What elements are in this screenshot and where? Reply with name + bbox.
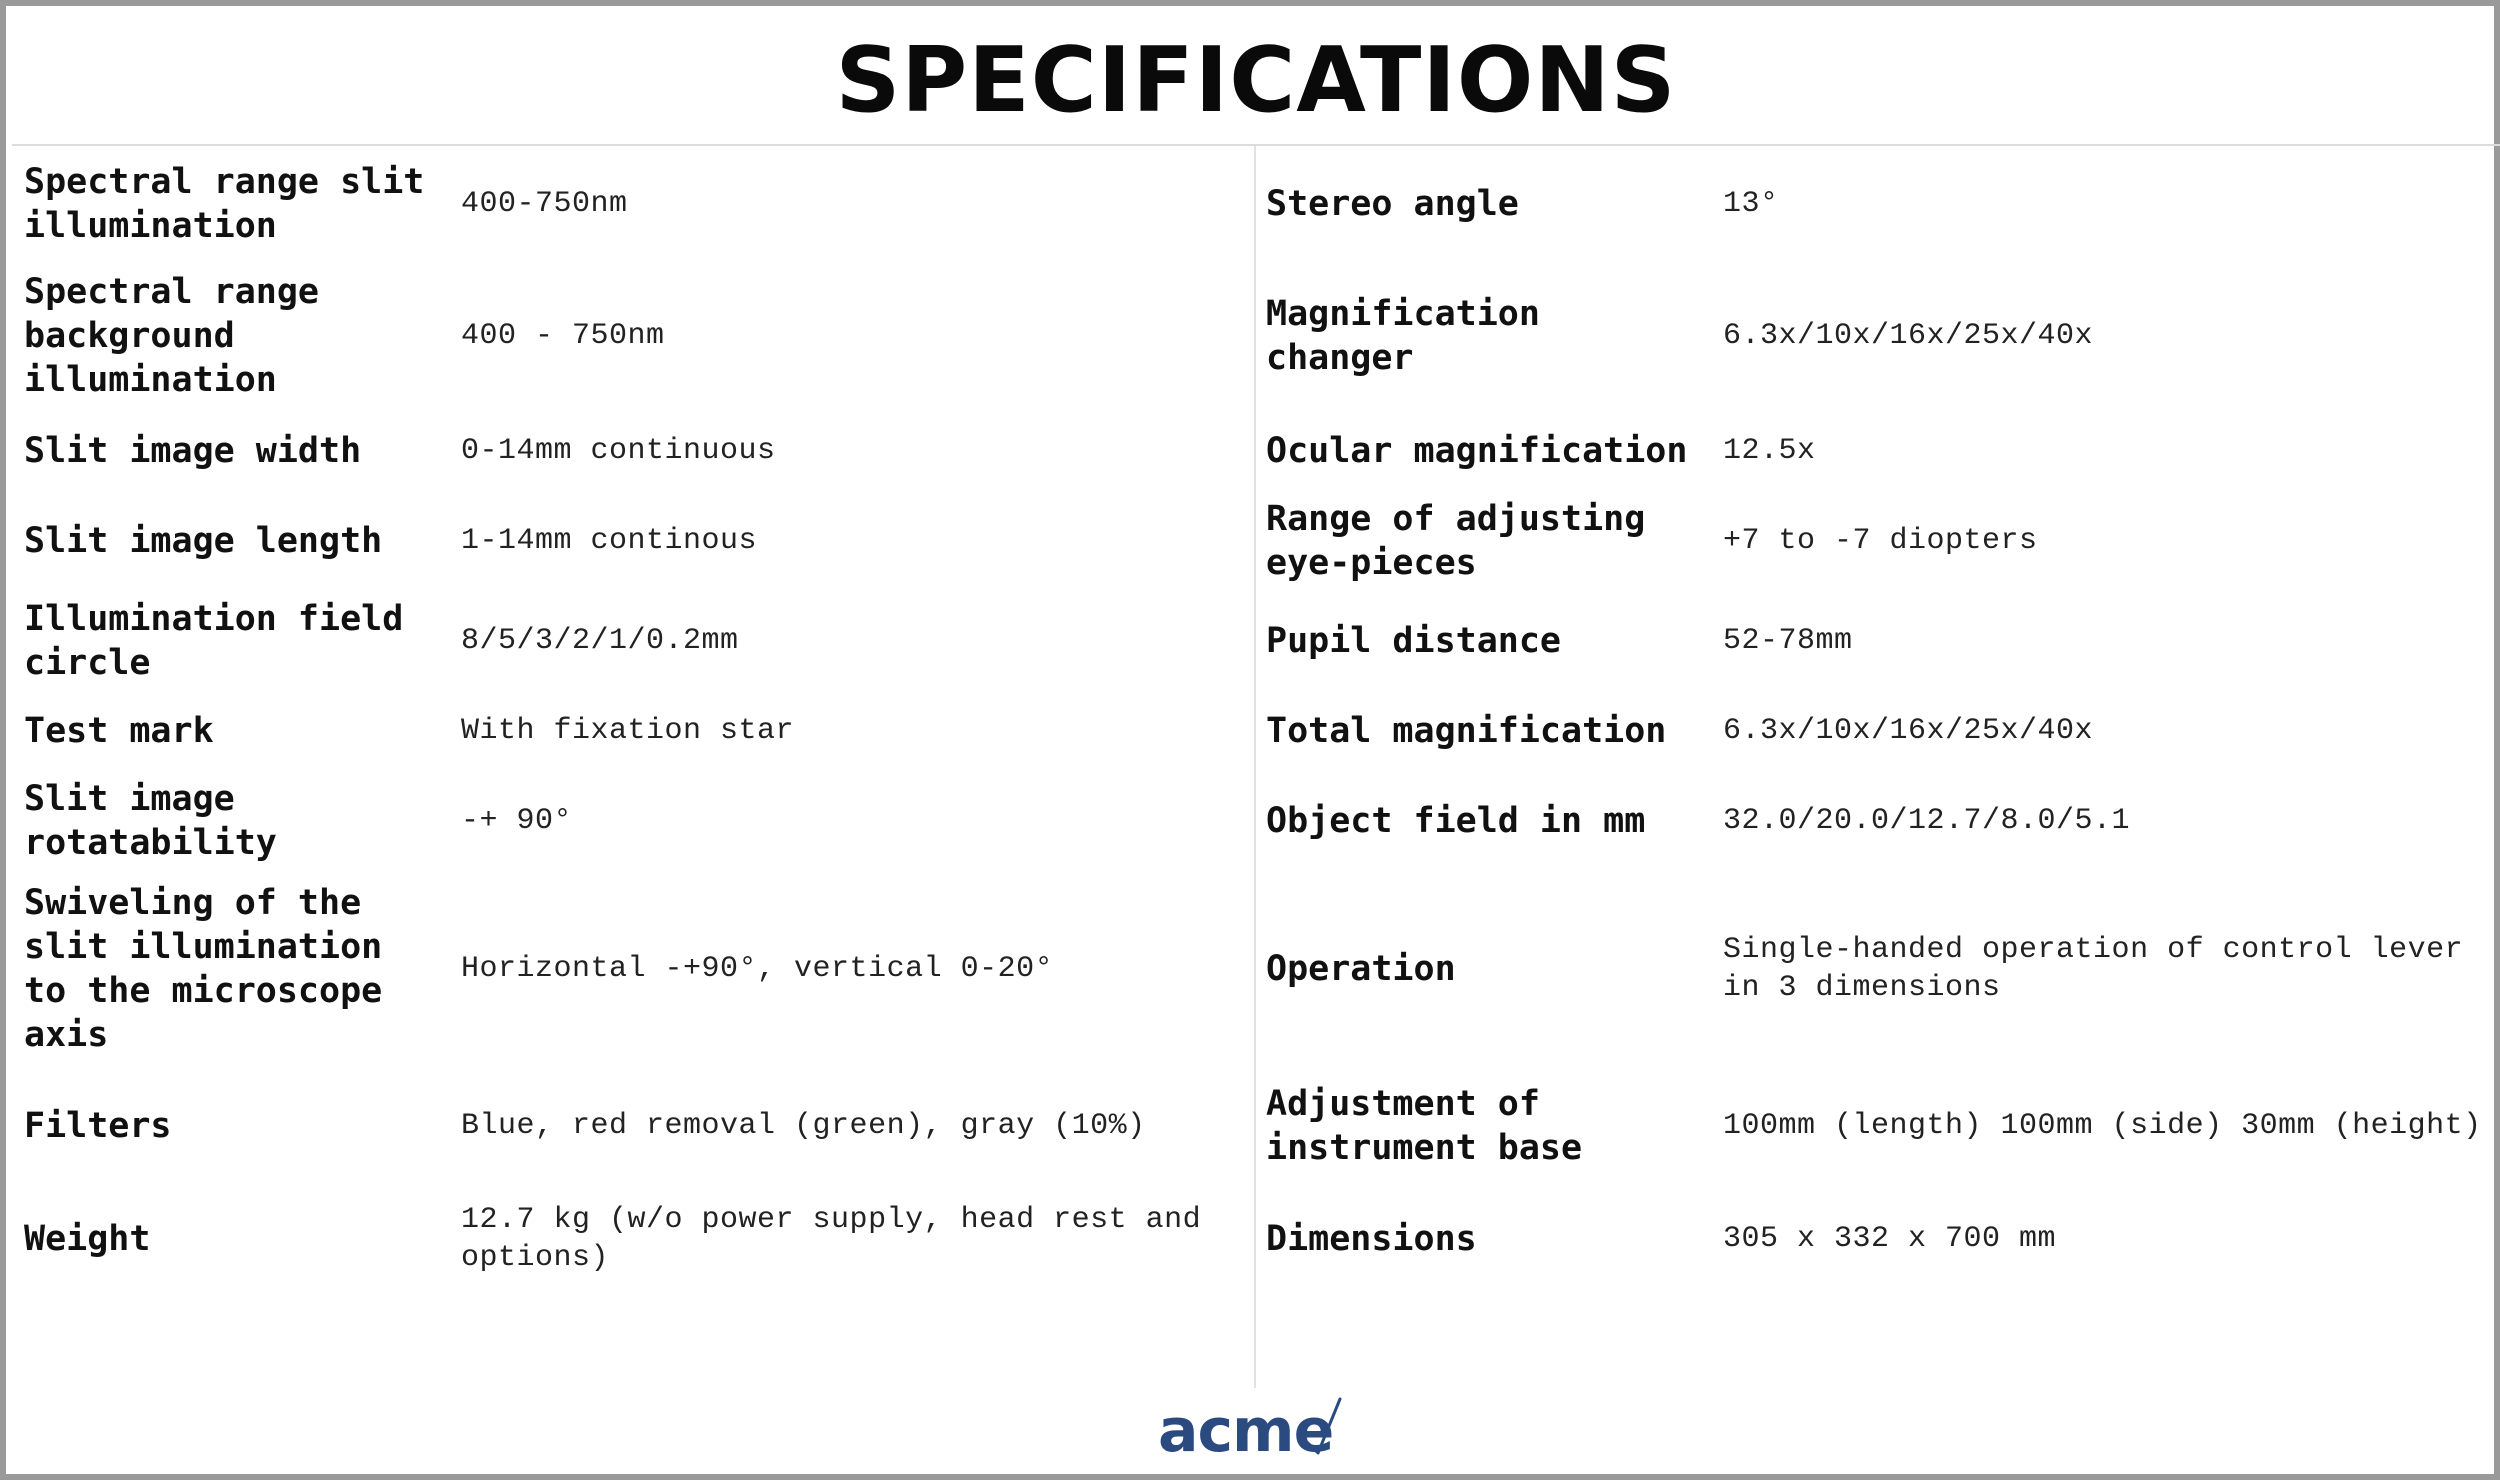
spec-value: With fixation star [461, 714, 795, 748]
spec-row [6, 871, 2500, 1066]
spec-row [6, 591, 2500, 691]
spec-label: Pupil distance [1266, 621, 1562, 661]
spec-label: Magnification changer [1266, 294, 1540, 378]
spec-value: 8/5/3/2/1/0.2mm [461, 624, 739, 658]
spec-row [6, 771, 2500, 871]
spec-label: Slit image width [24, 431, 362, 471]
spec-row [6, 691, 2500, 771]
spec-value: +7 to -7 diopters [1723, 524, 2038, 558]
logo-wordmark: acme [1158, 1396, 1334, 1466]
spec-value: 400-750nm [461, 186, 628, 221]
spec-label: Stereo angle [1266, 183, 1519, 224]
acme-logo [1154, 1391, 1364, 1471]
spec-label: Weight [24, 1218, 151, 1259]
spec-value: 400 - 750nm [461, 319, 665, 353]
spec-value: 6.3x/10x/16x/25x/40x [1723, 714, 2094, 748]
spec-label: Filters [24, 1106, 172, 1146]
spec-label: Swiveling of the slit illumination to the microscope axis [24, 882, 383, 1055]
spec-row [6, 146, 2500, 261]
spec-label: Test mark [24, 711, 214, 751]
logo-checkmark-icon [1304, 1391, 1364, 1461]
spec-row [6, 411, 2500, 491]
spec-row [6, 261, 2500, 411]
spec-value: -+ 90° [461, 804, 573, 838]
spec-value: 0-14mm continuous [461, 434, 776, 468]
spec-value: 100mm (length) 100mm (side) 30mm (height) [1723, 1109, 2482, 1143]
spec-row [6, 1186, 2500, 1291]
spec-value: 12.7 kg (w/o power supply, head rest and options) [461, 1202, 1202, 1275]
spec-value: 12.5x [1723, 434, 1816, 468]
spec-label: Dimensions [1266, 1218, 1477, 1259]
spec-value: 52-78mm [1723, 624, 1853, 658]
spec-label: Total magnification [1266, 711, 1667, 751]
spec-label: Ocular magnification [1266, 431, 1688, 471]
spec-label: Adjustment of instrument base [1266, 1084, 1583, 1168]
spec-label: Slit image rotatability [24, 779, 277, 863]
spec-row [6, 1066, 2500, 1186]
spec-label: Spectral range background illumination [24, 272, 320, 400]
spec-value: Single-handed operation of control lever in 3 dimensions [1723, 932, 2464, 1005]
spec-label: Operation [1266, 948, 1456, 989]
spec-label: Object field in mm [1266, 801, 1646, 841]
spec-row [6, 491, 2500, 591]
spec-label: Slit image length [24, 521, 383, 561]
spec-value: Horizontal -+90°, vertical 0-20° [461, 951, 1054, 986]
page-title: SPECIFICATIONS [835, 28, 1677, 133]
spec-value: Blue, red removal (green), gray (10%) [461, 1109, 1146, 1143]
spec-label: Range of adjusting eye-pieces [1266, 499, 1646, 583]
spec-value: 13° [1723, 186, 1779, 221]
spec-value: 32.0/20.0/12.7/8.0/5.1 [1723, 804, 2131, 838]
spec-label: Spectral range slit illumination [24, 161, 425, 246]
spec-value: 6.3x/10x/16x/25x/40x [1723, 319, 2094, 353]
spec-value: 305 x 332 x 700 mm [1723, 1221, 2057, 1256]
spec-value: 1-14mm continous [461, 524, 758, 558]
spec-label: Illumination field circle [24, 599, 404, 683]
